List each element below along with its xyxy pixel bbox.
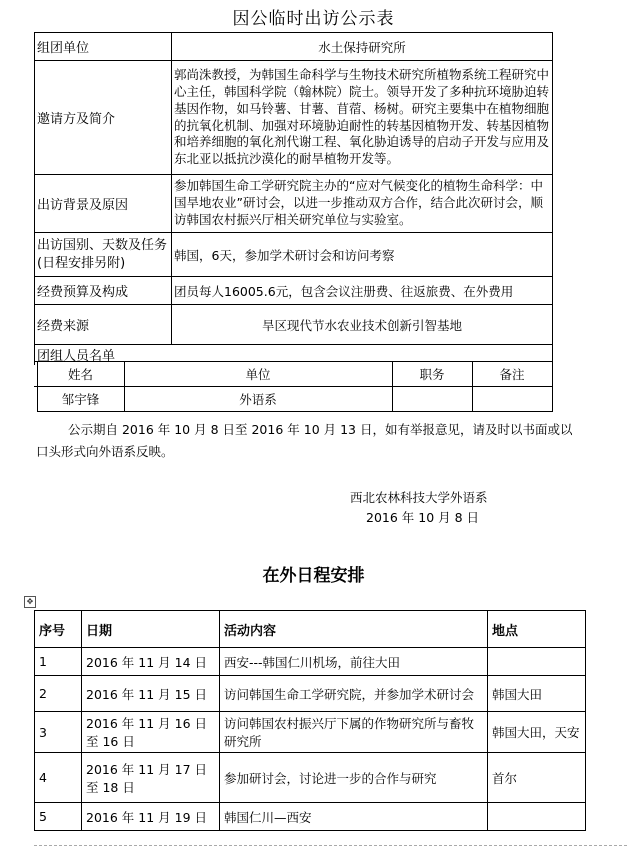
table-move-handle-icon[interactable]: ✥ xyxy=(24,596,36,608)
invite-value: 郭尚洙教授，为韩国生命科学与生物技术研究所植物系统工程研究中心主任，韩国科学院（翰林院）院士。领导开发了多种抗环境胁迫转基因作物，如马铃薯、甘薯、苜蓿、杨树。研究主要集中在植物细胞的抗氧化机制、加强对环境胁迫耐性的转基因植物开发、转基因植物和培养细胞的氧化剂代谢工程、氧化胁迫诱导的启动子开发与应用及东北亚以抵抗沙漠化的耐旱植物开发等。 xyxy=(172,61,553,175)
members-table xyxy=(34,361,553,412)
group-label: 组团单位 xyxy=(35,33,172,61)
schedule-date: 2016 年 11 月 16 日至 16 日 xyxy=(82,712,220,753)
schedule-no: 2 xyxy=(35,676,82,712)
members-header-title: 职务 xyxy=(392,362,472,387)
member-name: 邹宇锋 xyxy=(37,387,124,412)
member-unit: 外语系 xyxy=(124,387,392,412)
schedule-place: 韩国大田 xyxy=(488,676,586,712)
schedule-header-activity: 活动内容 xyxy=(220,611,488,648)
disclosure-form-table xyxy=(34,32,553,365)
schedule-header-row xyxy=(35,611,586,648)
table-row xyxy=(35,676,586,712)
schedule-activity: 西安---韩国仁川机场，前往大田 xyxy=(220,648,488,676)
budget-value: 团员每人16005.6元，包含会议注册费、往返旅费、在外费用 xyxy=(172,277,553,305)
signature-date: 2016 年 10 月 8 日 xyxy=(366,510,480,525)
funding-value: 旱区现代节水农业技术创新引智基地 xyxy=(172,305,553,345)
schedule-place: 韩国大田，天安 xyxy=(488,712,586,753)
schedule-activity: 参加研讨会，讨论进一步的合作与研究 xyxy=(220,753,488,803)
schedule-activity: 访问韩国生命工学研究院，并参加学术研讨会 xyxy=(220,676,488,712)
schedule-date: 2016 年 11 月 19 日 xyxy=(82,803,220,831)
background-label: 出访背景及原因 xyxy=(35,175,172,233)
form-row-country xyxy=(35,233,553,277)
schedule-place xyxy=(488,803,586,831)
schedule-no: 5 xyxy=(35,803,82,831)
form-row-group xyxy=(35,33,553,61)
schedule-place: 首尔 xyxy=(488,753,586,803)
schedule-date: 2016 年 11 月 17 日至 18 日 xyxy=(82,753,220,803)
table-row xyxy=(35,648,586,676)
members-header-name: 姓名 xyxy=(37,362,124,387)
background-value: 参加韩国生命工学研究院主办的“应对气候变化的植物生命科学：中国旱地农业”研讨会，以进一步推动双方合作，结合此次研讨会，顺访韩国农村振兴厅相关研究单位与实验室。 xyxy=(172,175,553,233)
table-row xyxy=(35,753,586,803)
page-title: 因公临时出访公示表 xyxy=(232,9,395,29)
members-header-row xyxy=(34,362,552,387)
schedule-header-no: 序号 xyxy=(35,611,82,648)
schedule-place xyxy=(488,648,586,676)
signature-org: 西北农林科技大学外语系 xyxy=(350,490,488,505)
schedule-date: 2016 年 11 月 14 日 xyxy=(82,648,220,676)
schedule-date: 2016 年 11 月 15 日 xyxy=(82,676,220,712)
schedule-header-place: 地点 xyxy=(488,611,586,648)
notice-paragraph: 公示期自 2016 年 10 月 8 日至 2016 年 10 月 13 日，如有举报意见，请及时以书面或以口头形式向外语系反映。 xyxy=(36,422,573,459)
schedule-no: 1 xyxy=(35,648,82,676)
schedule-header-date: 日期 xyxy=(82,611,220,648)
member-note xyxy=(472,387,552,412)
country-label: 出访国别、天数及任务(日程安排另附) xyxy=(35,233,172,277)
funding-label: 经费来源 xyxy=(35,305,172,345)
schedule-no: 3 xyxy=(35,712,82,753)
budget-label: 经费预算及构成 xyxy=(35,277,172,305)
table-row xyxy=(35,712,586,753)
form-row-budget xyxy=(35,277,553,305)
schedule-activity: 韩国仁川—西安 xyxy=(220,803,488,831)
member-title xyxy=(392,387,472,412)
schedule-no: 4 xyxy=(35,753,82,803)
members-label: 团组人员名单 xyxy=(35,345,553,365)
members-header-unit: 单位 xyxy=(124,362,392,387)
form-row-invite xyxy=(35,61,553,175)
form-row-background xyxy=(35,175,553,233)
page-boundary-divider xyxy=(34,845,627,846)
table-row xyxy=(34,387,552,412)
schedule-table xyxy=(34,610,586,831)
form-row-funding xyxy=(35,305,553,345)
schedule-title: 在外日程安排 xyxy=(262,566,365,586)
country-value: 韩国，6天，参加学术研讨会和访问考察 xyxy=(172,233,553,277)
schedule-activity: 访问韩国农村振兴厅下属的作物研究所与畜牧研究所 xyxy=(220,712,488,753)
members-header-note: 备注 xyxy=(472,362,552,387)
invite-label: 邀请方及简介 xyxy=(35,61,172,175)
table-row xyxy=(35,803,586,831)
group-value: 水土保持研究所 xyxy=(172,33,553,61)
